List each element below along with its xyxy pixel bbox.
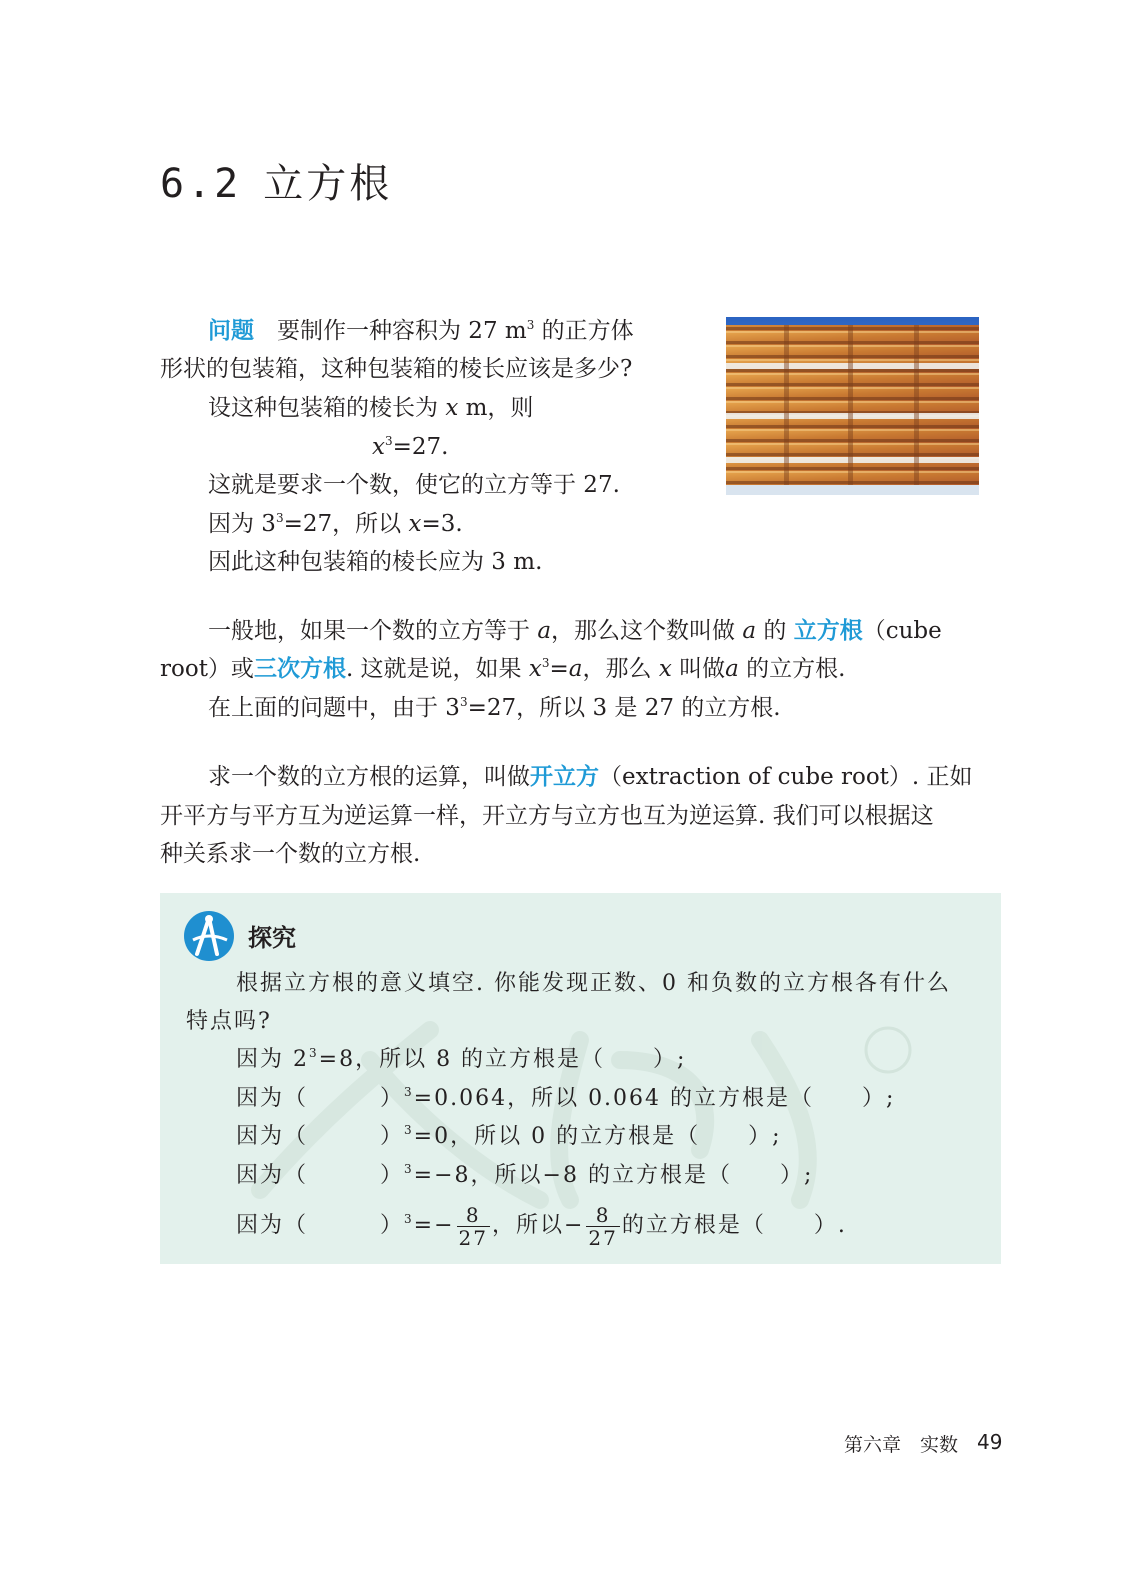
term-cube-root: 立方根 [793,618,863,644]
term-extraction: 开立方 [530,764,599,790]
explore-row-1: 因为 $2^3=8$，所以 8 的立方根是（ ）; [236,1046,687,1072]
explore-intro-2: 特点吗? [186,1009,272,1034]
footer-chapter: 第六章 [844,1434,902,1456]
problem-line-1: 问题 要制作一种容积为 27 $m^3$ 的正方体 [208,318,634,344]
definition-line-2: root）或三次方根. 这就是说，如果 $x^3=a$，那么 x 叫做a 的立方根. [160,656,846,682]
section-number: 6.2 [160,161,242,207]
problem-line-7: 因此这种包装箱的棱长应为 3 m. [208,549,543,575]
operation-line-2: 开平方与平方互为逆运算一样，开立方与立方也互为逆运算. 我们可以根据这 [160,803,934,829]
section-name: 立方根 [263,161,393,207]
footer-topic: 实数 [920,1434,959,1456]
problem-line-5: 这就是要求一个数，使它的立方等于 27. [208,472,620,498]
definition-line-3: 在上面的问题中，由于 $3^3=27$，所以 3 是 27 的立方根. [208,695,781,721]
definition-line-1: 一般地，如果一个数的立方等于 a，那么这个数叫做 a 的 立方根（cube [208,618,942,644]
problem-line-3: 设这种包装箱的棱长为 x m，则 [208,395,534,421]
compass-icon [183,910,235,962]
explore-row-5: 因为（ ）$^3$=− $\frac{8}{27}$ ，所以− $\frac{8}{27}$ 的立方根是（ ）. [236,1202,847,1250]
explore-title: 探究 [248,924,296,952]
crates-photo [726,317,979,495]
term-third-root: 三次方根 [253,656,346,682]
page-number: 49 [977,1430,1003,1454]
compass-icon-badge [183,910,235,962]
operation-line-1: 求一个数的立方根的运算，叫做开立方（extraction of cube root）. 正如 [208,764,973,790]
fraction: $\frac{8}{27}$ [458,1202,488,1250]
problem-line-2: 形状的包装箱，这种包装箱的棱长应该是多少? [160,356,633,382]
operation-line-3: 种关系求一个数的立方根. [160,841,421,867]
fraction: $\frac{8}{27}$ [588,1202,618,1250]
explore-row-2: 因为（ ）$^3$=0.064，所以 0.064 的立方根是（ ）; [236,1085,896,1111]
problem-line-6: 因为 $3^3=27$，所以 x=3. [208,511,463,537]
explore-row-4: 因为（ ）$^3$=−8，所以−8 的立方根是（ ）; [236,1162,814,1188]
equation: $x^3=27$. [372,434,449,460]
explore-row-3: 因为（ ）$^3$=0，所以 0 的立方根是（ ）; [236,1123,782,1149]
explore-intro-1: 根据立方根的意义填空. 你能发现正数、0 和负数的立方根各有什么 [236,971,951,996]
stacked-wooden-crates-photo [726,317,979,495]
section-title [160,152,392,209]
problem-label: 问题 [208,318,254,344]
